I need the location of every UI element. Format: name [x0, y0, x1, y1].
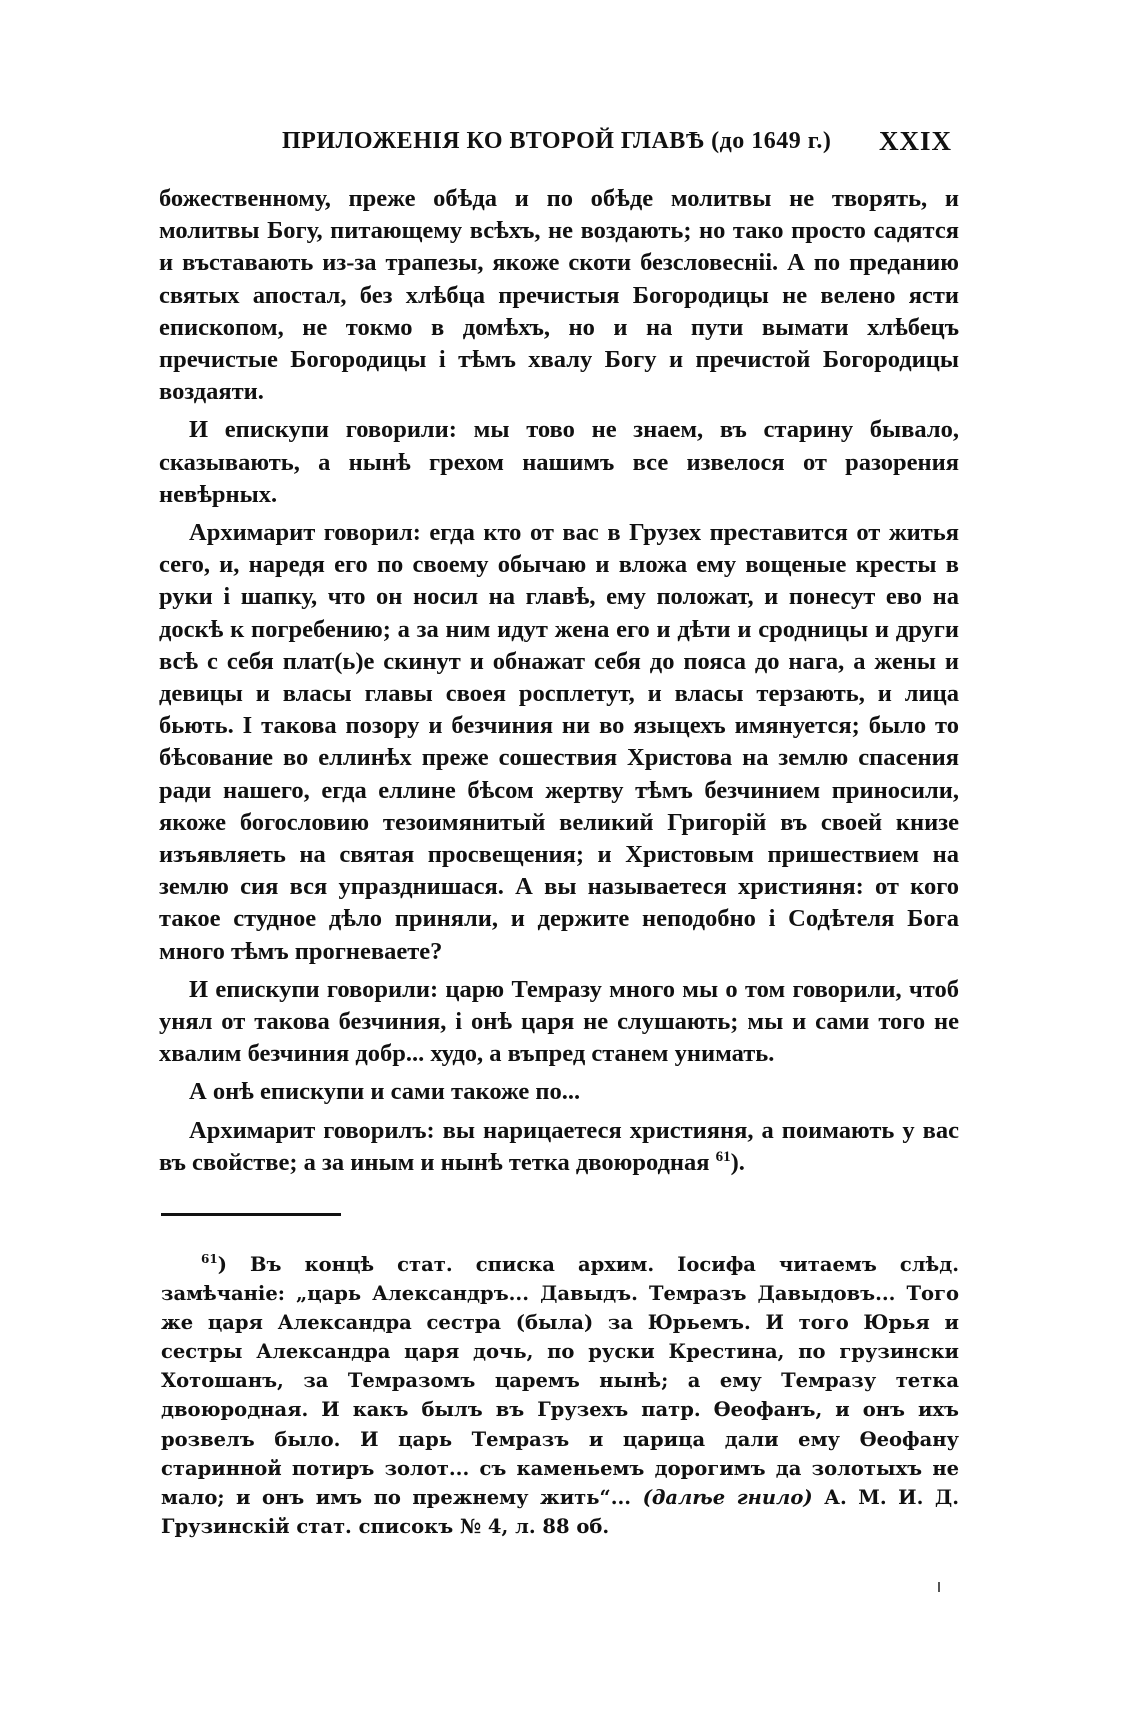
- page-number: XXIX: [878, 126, 952, 156]
- footnote-separator: [161, 1213, 341, 1216]
- paragraph-text: божественному, преже обѣда и по обѣде молитвы не творять, и молитвы Богу, питающему всѣхъ, не воздають; но тако просто садятся и въставають из-за трапезы, якоже скоти безсловесніі. А по преданию святых апостал, без хлѣбца пречистыя Богородицы не велено ясти епископом, не токмо в домѣхъ, но и на пути вымати хлѣбецъ пречистые Богородицы і тѣмъ хвалу Богу и пречистой Богородицы воздаяти.: [159, 185, 959, 406]
- footnote-text: ) Въ концѣ стат. списка архим. Іосифа читаемъ слѣд. замѣчаніе: „царь Александръ... Давыдъ. Темразъ Давыдовъ... Того же царя Александра сестра (была) за Юрьемъ. И того Юрья и сестры Александра царя дочь, по руски Крестина, по грузински Хотошанъ, за Темразомъ царемъ нынѣ; а ему Темразу тетка двоюродная. И какъ былъ въ Грузехъ патр. Ѳеофанъ, и онъ ихъ розвелъ было. И царь Темразъ и царица дали ему Ѳеофану старинной потиръ золот... съ каменьемъ дорогимъ да золотыхъ не мало; и онъ имъ по прежнему жить“...: [161, 1253, 959, 1509]
- paragraph: [159, 1115, 959, 1179]
- main-text: [159, 183, 959, 1185]
- running-header: [282, 128, 952, 168]
- paragraph-text: И епискупи говорили: царю Темразу много мы о том говорили, чтоб унял от такова безчиния, і онѣ царя не слушають; мы и сами того не хвалим безчиния добр... худо, а въпред станем унимать.: [159, 975, 959, 1068]
- paragraph-tail: ).: [730, 1148, 745, 1176]
- paragraph-text: И епискупи говорили: мы тово не знаем, въ старину бывало, сказывають, а нынѣ грехом нашимъ все извелося от разорения невѣрных.: [159, 416, 959, 508]
- footnote-reference[interactable]: 61: [715, 1148, 731, 1165]
- paragraph: [159, 517, 959, 968]
- scan-mark: [938, 1582, 940, 1592]
- footnote: [161, 1250, 959, 1541]
- footnote-source: А. М. И. Д. Грузинскій стат. списокъ № 4, л. 88 об.: [161, 1485, 959, 1538]
- paragraph: [159, 183, 959, 408]
- paragraph: [159, 414, 959, 511]
- header-title: ПРИЛОЖЕНІЯ КО ВТОРОЙ ГЛАВѢ (до 1649 г.): [282, 128, 832, 154]
- paragraph-text: Архимарит говорилъ: вы нарицаетеся християня, а поимають у вас въ свойстве; а за иным и нынѣ тетка двоюродная: [159, 1116, 959, 1176]
- footnote-mark: 61: [201, 1252, 218, 1266]
- paragraph-text: А онѣ епискупи и сами такоже по...: [189, 1078, 581, 1106]
- paragraph: [159, 974, 959, 1071]
- paragraph-text: Архимарит говорил: егда кто от вас в Грузех преставится от житья сего, и, наредя его по своему обычаю и вложа ему вощеные кресты в руки і шапку, что он носил на главѣ, ему положат, и понесут ево на доскѣ к погребению; а за ним идут жена его и дѣти и сродницы и други всѣ с себя плат(ь)е скинут и обнажат себя до пояса до нага, а жены и девицы и власы главы своея росплетут, и власы терзають, и лица бьють. І такова позору и безчиния ни во языцехъ имянуется; было то бѣсование во еллинѣх преже сошествия Христова на землю спасения ради нашего, егда еллине бѣсом жертву тѣмъ безчинием приносили, якоже богословию тезоимянитый великий Григорій въ своей книзе изъявляеть на святая просвещения; и Христовым пришествием на землю сия вся упразднишася. А вы называетеся християня: от кого такое студное дѣло приняли, и держите неподобно і Содѣтеля Бога много тѣмъ прогневаете?: [159, 519, 959, 965]
- paragraph: [159, 1076, 959, 1108]
- footnote-italic-note: (далѣе гнило): [642, 1485, 813, 1509]
